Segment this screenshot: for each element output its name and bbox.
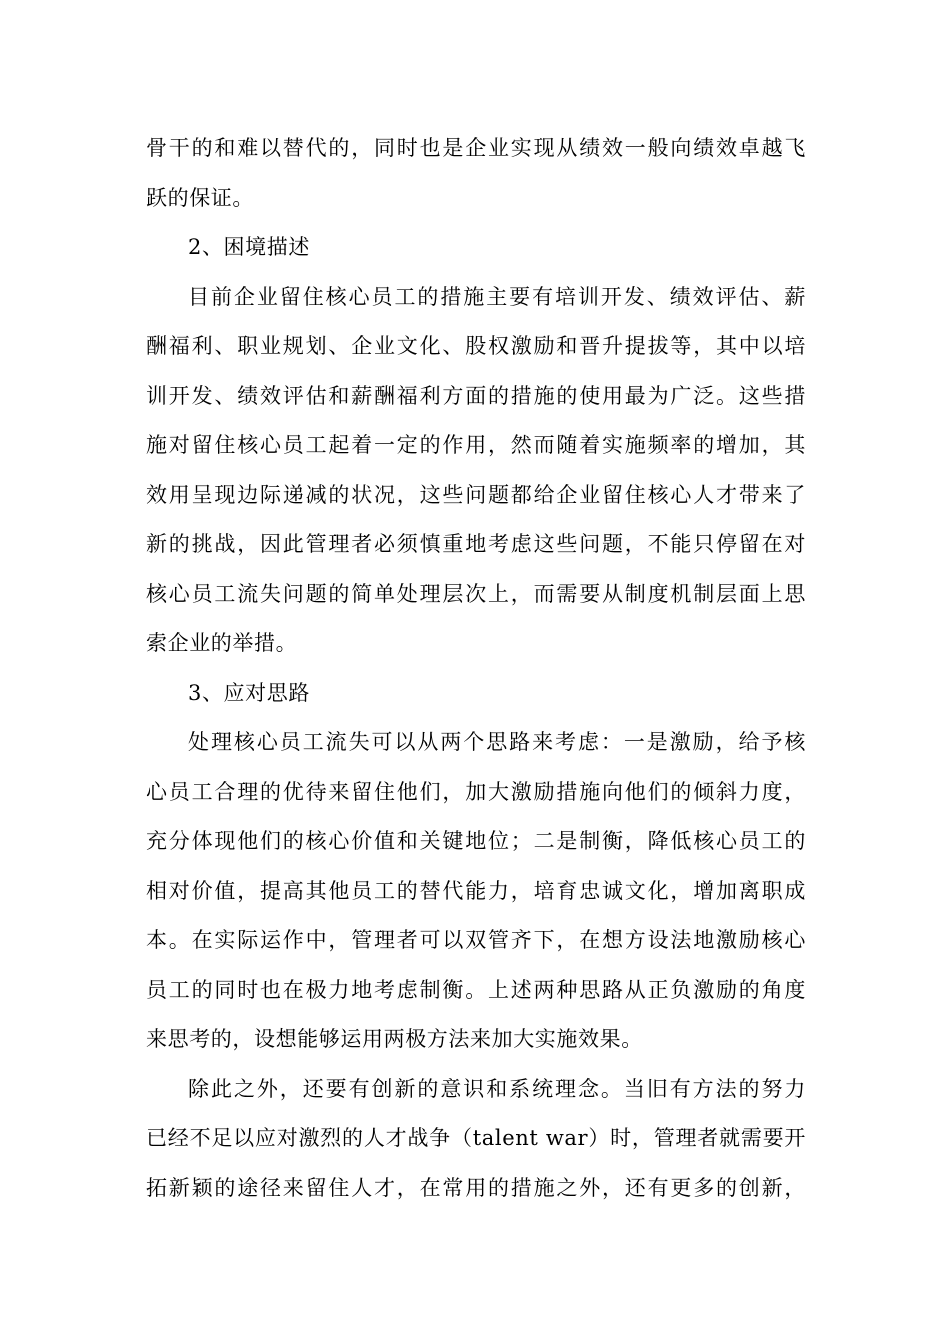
paragraph-line: 拓新颖的途径来留住人才，在常用的措施之外，还有更多的创新， — [146, 1175, 806, 1200]
paragraph-line: 核心员工流失问题的简单处理层次上，而需要从制度机制层面上思 — [146, 581, 806, 606]
paragraph-line: 骨干的和难以替代的，同时也是企业实现从绩效一般向绩效卓越飞 — [146, 136, 806, 160]
paragraph-line: 跃的保证。 — [146, 185, 254, 210]
paragraph-line: 训开发、绩效评估和薪酬福利方面的措施的使用最为广泛。这些措 — [146, 383, 806, 408]
document-body — [146, 124, 806, 1213]
section-heading: 2、困境描述 — [188, 235, 310, 259]
paragraph-line: 新的挑战，因此管理者必须慎重地考虑这些问题，不能只停留在对 — [146, 532, 806, 556]
paragraph-line: 员工的同时也在极力地考虑制衡。上述两种思路从正负激励的角度 — [146, 977, 806, 1002]
paragraph-line: 施对留住核心员工起着一定的作用，然而随着实施频率的增加，其 — [146, 433, 806, 457]
paragraph-line: 已经不足以应对激烈的人才战争（talent war）时，管理者就需要开 — [146, 1126, 806, 1150]
paragraph-line: 来思考的，设想能够运用两极方法来加大实施效果。 — [146, 1027, 643, 1051]
paragraph-line: 除此之外，还要有创新的意识和系统理念。当旧有方法的努力 — [188, 1076, 806, 1101]
paragraph-line: 本。在实际运作中，管理者可以双管齐下，在想方设法地激励核心 — [146, 928, 806, 952]
paragraph-line: 心员工合理的优待来留住他们，加大激励措施向他们的倾斜力度， — [146, 779, 806, 804]
paragraph-line: 酬福利、职业规划、企业文化、股权激励和晋升提拔等，其中以培 — [146, 334, 806, 358]
paragraph-line: 处理核心员工流失可以从两个思路来考虑：一是激励，给予核 — [188, 730, 806, 754]
paragraph-line: 效用呈现边际递减的状况，这些问题都给企业留住核心人才带来了 — [146, 482, 806, 507]
paragraph-line: 索企业的举措。 — [146, 631, 298, 655]
paragraph-line: 目前企业留住核心员工的措施主要有培训开发、绩效评估、薪 — [188, 284, 806, 309]
section-heading: 3、应对思路 — [188, 680, 310, 705]
paragraph-line: 相对价值，提高其他员工的替代能力，培育忠诚文化，增加离职成 — [146, 878, 806, 903]
paragraph-line: 充分体现他们的核心价值和关键地位；二是制衡，降低核心员工的 — [146, 829, 806, 853]
